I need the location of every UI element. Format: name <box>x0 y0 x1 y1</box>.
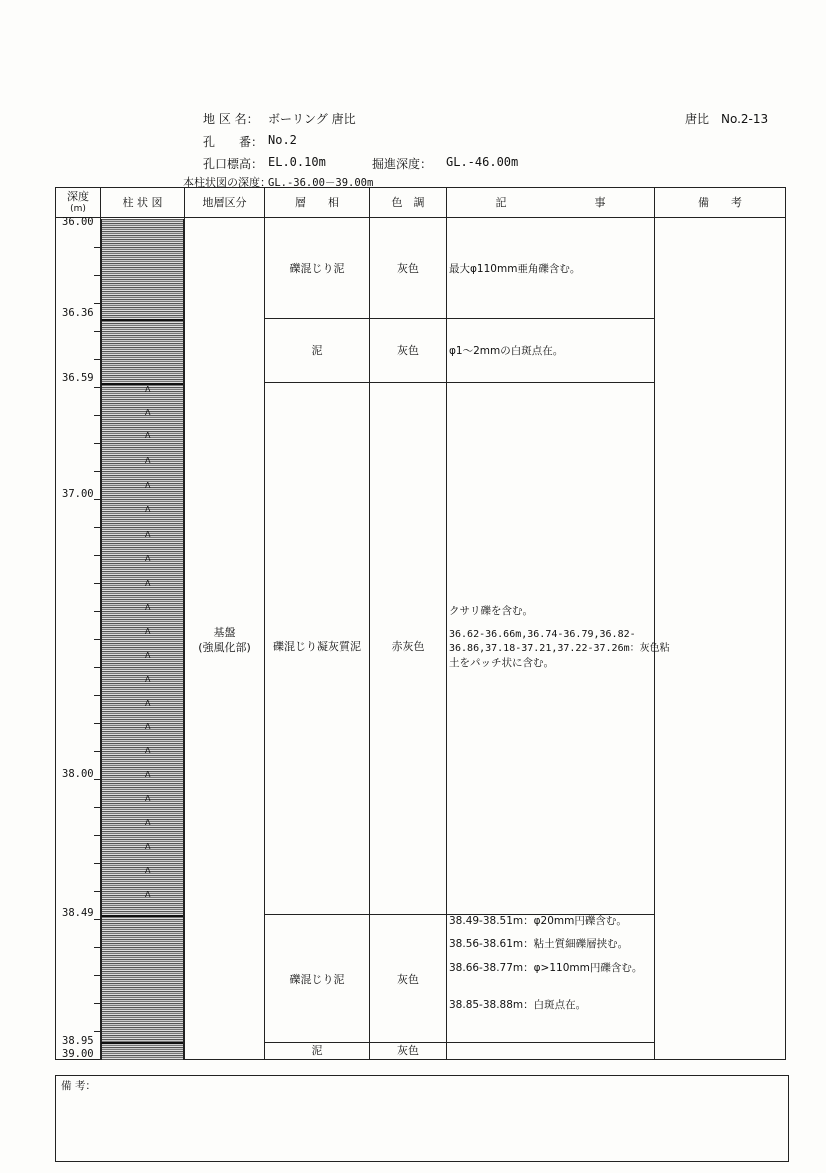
depth-tick <box>94 471 101 472</box>
page-id: 唐比 No.2-13 <box>685 112 769 126</box>
col-divider-description <box>654 187 655 1060</box>
column-boundary <box>101 915 183 917</box>
tuff-marker-icon: Λ <box>145 456 151 465</box>
tuff-marker-icon: Λ <box>145 505 151 514</box>
layer-description: 土をパッチ状に含む。 <box>449 657 554 669</box>
depth-tick <box>94 1031 101 1032</box>
depth-tick <box>94 443 101 444</box>
depth-tick <box>94 583 101 584</box>
hole-value: No.2 <box>268 133 297 147</box>
depth-tick <box>94 947 101 948</box>
header-remarks: 備 考 <box>698 196 742 209</box>
bottom-remarks-box <box>55 1075 789 1162</box>
column-depth-value: GL.-36.00－39.00m <box>268 177 374 189</box>
col-divider-column <box>184 187 185 1060</box>
depth-tick <box>94 919 101 920</box>
elevation-label: 孔口標高： <box>203 157 264 171</box>
depth-tick <box>94 611 101 612</box>
tuff-marker-icon: Λ <box>145 890 151 899</box>
tuff-marker-icon: Λ <box>145 651 151 660</box>
tuff-marker-icon: Λ <box>145 722 151 731</box>
layer-description: 38.66-38.77m：φ>110mm円礫含む。 <box>449 962 643 974</box>
depth-tick <box>94 331 101 332</box>
depth-label: 38.95 <box>62 1035 94 1047</box>
table-top-border <box>55 187 786 188</box>
depth-tick <box>94 891 101 892</box>
hole-label: 孔 番： <box>203 135 264 149</box>
depth-tick <box>94 863 101 864</box>
bottom-remarks-label: 備 考： <box>61 1080 96 1092</box>
depth-tick <box>94 667 101 668</box>
depth-tick <box>94 527 101 528</box>
depth-tick <box>94 415 101 416</box>
drill-depth-label: 掘進深度： <box>372 157 433 171</box>
layer-facies: 泥 <box>311 344 323 357</box>
tuff-marker-icon: Λ <box>145 408 151 417</box>
tuff-marker-icon: Λ <box>145 431 151 440</box>
layer-facies: 礫混じり凝灰質泥 <box>273 640 361 653</box>
depth-label: 38.00 <box>62 768 94 780</box>
layer-facies: 礫混じり泥 <box>289 262 345 275</box>
header-depth-unit: (m) <box>70 203 86 214</box>
depth-tick <box>94 639 101 640</box>
column-boundary <box>101 383 183 385</box>
depth-tick <box>94 499 101 500</box>
elevation-value: EL.0.10m <box>268 155 326 169</box>
depth-tick <box>94 779 101 780</box>
layer-facies: 泥 <box>311 1044 323 1057</box>
layer-color: 灰色 <box>397 1044 419 1057</box>
column-depth-label: 本柱状図の深度： <box>183 176 271 189</box>
depth-tick <box>94 359 101 360</box>
depth-tick <box>94 387 101 388</box>
depth-tick <box>94 1003 101 1004</box>
depth-tick <box>94 751 101 752</box>
layer-color: 赤灰色 <box>391 640 425 653</box>
depth-tick <box>94 975 101 976</box>
depth-tick <box>94 835 101 836</box>
header-color: 色 調 <box>391 196 425 209</box>
tuff-marker-icon: Λ <box>145 530 151 539</box>
column-boundary <box>101 319 183 321</box>
layer-description: 36.86,37.18-37.21,37.22-37.26m：灰色粘 <box>449 643 670 654</box>
tuff-marker-icon: Λ <box>145 794 151 803</box>
tuff-marker-icon: Λ <box>145 385 151 394</box>
table-header-border <box>55 217 786 218</box>
depth-tick <box>94 807 101 808</box>
district-label: 地 区 名： <box>203 112 259 126</box>
tuff-marker-icon: Λ <box>145 770 151 779</box>
depth-label: 36.36 <box>62 307 94 319</box>
depth-label: 39.00 <box>62 1048 94 1060</box>
header-depth <box>56 191 100 214</box>
column-log-pattern <box>101 219 184 1060</box>
tuff-marker-icon: Λ <box>145 579 151 588</box>
tuff-marker-icon: Λ <box>145 603 151 612</box>
tuff-marker-icon: Λ <box>145 481 151 490</box>
depth-tick <box>94 247 101 248</box>
header-column: 柱 状 図 <box>122 196 163 209</box>
layer-description: 36.62-36.66m,36.74-36.79,36.82- <box>449 629 636 640</box>
depth-label: 36.59 <box>62 372 94 384</box>
tuff-marker-icon: Λ <box>145 699 151 708</box>
depth-tick <box>94 695 101 696</box>
tuff-marker-icon: Λ <box>145 675 151 684</box>
depth-tick <box>94 275 101 276</box>
header-depth-label: 深度 <box>67 190 89 203</box>
layer-description: 最大φ110mm亜角礫含む。 <box>449 263 581 275</box>
depth-tick <box>94 303 101 304</box>
header-description: 記 事 <box>495 196 606 209</box>
district-value: ボーリング 唐比 <box>268 112 356 126</box>
drill-depth-value: GL.-46.00m <box>446 155 519 169</box>
column-boundary <box>101 1042 183 1044</box>
layer-description: 38.56-38.61m：粘土質細礫層挟む。 <box>449 938 629 950</box>
tuff-marker-icon: Λ <box>145 842 151 851</box>
tuff-marker-icon: Λ <box>145 627 151 636</box>
layer-boundary <box>264 318 654 319</box>
tuff-marker-icon: Λ <box>145 746 151 755</box>
tuff-marker-icon: Λ <box>145 818 151 827</box>
layer-facies: 礫混じり泥 <box>289 973 345 986</box>
table-border-right <box>785 187 786 1060</box>
depth-label: 37.00 <box>62 488 94 500</box>
layer-description: 38.85-38.88m：白斑点在。 <box>449 999 587 1011</box>
layer-description: クサリ礫を含む。 <box>449 605 533 617</box>
division-subname: (強風化部) <box>198 640 251 654</box>
layer-description: φ1～2mmの白斑点在。 <box>449 345 564 357</box>
division-name: 基盤 <box>213 626 236 639</box>
layer-description: 38.49-38.51m：φ20mm円礫含む。 <box>449 915 627 927</box>
depth-tick <box>94 555 101 556</box>
depth-label: 38.49 <box>62 907 94 919</box>
depth-label: 36.00 <box>62 216 94 228</box>
division-cell <box>185 626 264 656</box>
header-division: 地層区分 <box>202 196 247 209</box>
layer-boundary <box>264 1042 654 1043</box>
table-border-left <box>55 187 56 1060</box>
header-facies: 層 相 <box>295 196 339 209</box>
layer-boundary <box>264 382 654 383</box>
layer-color: 灰色 <box>397 262 419 275</box>
layer-color: 灰色 <box>397 344 419 357</box>
tuff-marker-icon: Λ <box>145 866 151 875</box>
tuff-marker-icon: Λ <box>145 554 151 563</box>
layer-color: 灰色 <box>397 973 419 986</box>
depth-tick <box>94 723 101 724</box>
